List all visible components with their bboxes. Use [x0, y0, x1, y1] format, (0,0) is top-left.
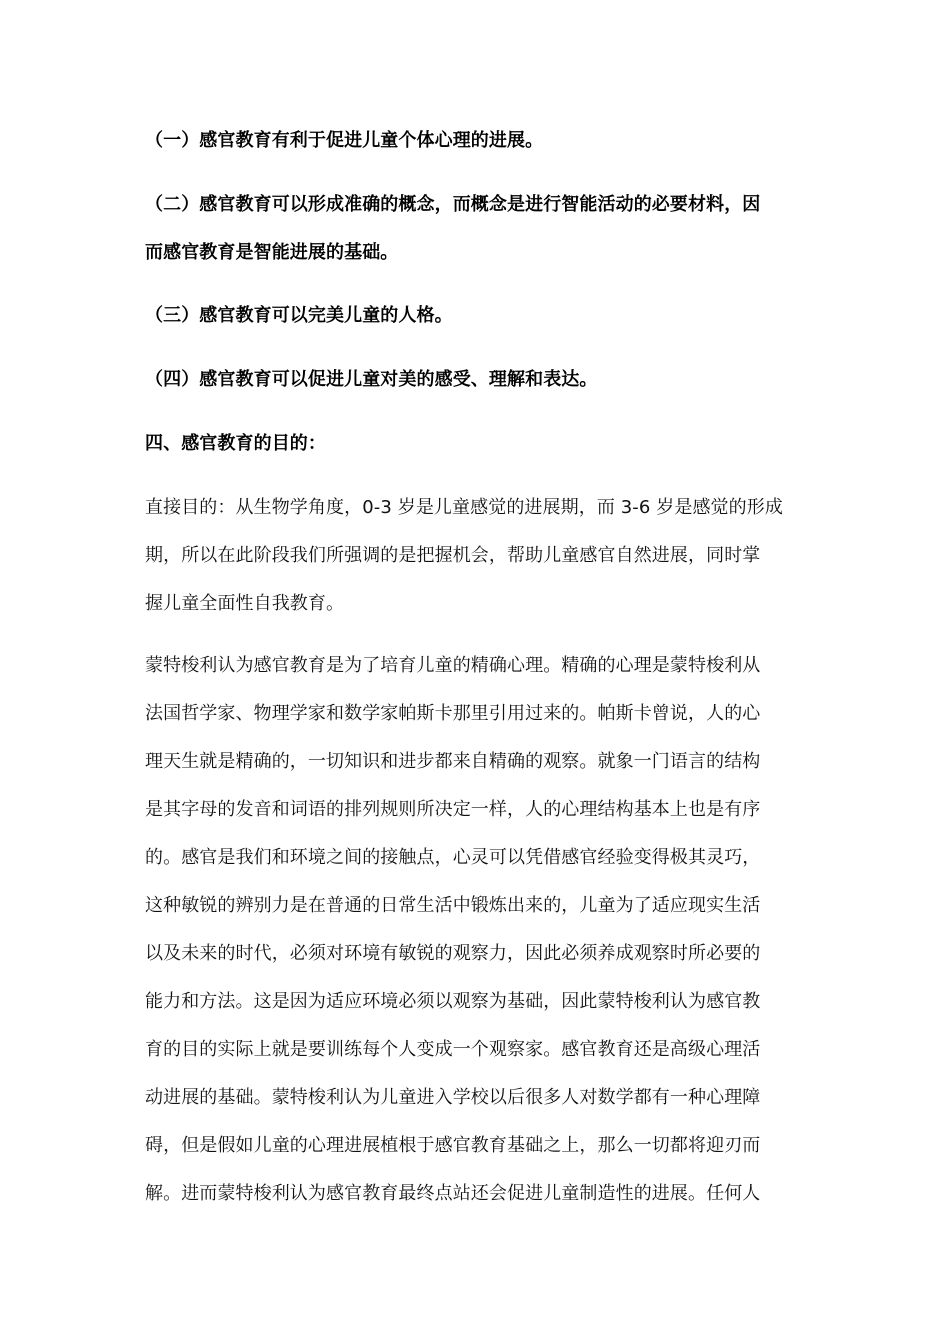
list-item-2-line-2: 而感官教育是智能进展的基础。: [145, 242, 399, 263]
paragraph-line: 的。感官是我们和环境之间的接触点，心灵可以凭借感官经验变得极其灵巧，: [145, 847, 761, 868]
section-heading-text: 四、感官教育的目的：: [145, 433, 326, 454]
list-item-2-line-1: （二）感官教育可以形成准确的概念，而概念是进行智能活动的必要材料，因: [145, 194, 761, 215]
paragraph-direct-purpose: [145, 484, 807, 628]
paragraph-line: 这种敏锐的辨别力是在普通的日常生活中锻炼出来的，儿童为了适应现实生活: [145, 895, 761, 916]
paragraph-line: 握儿童全面性自我教育。: [145, 593, 345, 614]
paragraph-line: 能力和方法。这是因为适应环境必须以观察为基础，因此蒙特梭利认为感官教: [145, 991, 761, 1012]
paragraph-montessori: [145, 642, 807, 1218]
paragraph-line: 解。进而蒙特梭利认为感官教育最终点站还会促进儿童制造性的进展。任何人: [145, 1183, 761, 1204]
paragraph-line: 理天生就是精确的，一切知识和进步都来自精确的观察。就象一门语言的结构: [145, 751, 761, 772]
paragraph-line: 期，所以在此阶段我们所强调的是把握机会，帮助儿童感官自然进展，同时掌: [145, 545, 761, 566]
paragraph-line: 是其字母的发音和词语的排列规则所决定一样，人的心理结构基本上也是有序: [145, 799, 761, 820]
list-item-3: [145, 292, 807, 340]
list-item-4: [145, 356, 807, 404]
list-item-1: [145, 117, 807, 165]
paragraph-line: 法国哲学家、物理学家和数学家帕斯卡那里引用过来的。帕斯卡曾说，人的心: [145, 703, 761, 724]
list-item-2: [145, 181, 807, 277]
paragraph-line: 蒙特梭利认为感官教育是为了培育儿童的精确心理。精确的心理是蒙特梭利从: [145, 655, 761, 676]
section-heading: [145, 420, 807, 468]
paragraph-line: 动进展的基础。蒙特梭利认为儿童进入学校以后很多人对数学都有一种心理障: [145, 1087, 761, 1108]
paragraph-line: 直接目的：从生物学角度，0-3 岁是儿童感觉的进展期，而 3-6 岁是感觉的形成: [145, 497, 783, 518]
list-item-4-text: （四）感官教育可以促进儿童对美的感受、理解和表达。: [145, 369, 598, 390]
list-item-1-text: （一）感官教育有利于促进儿童个体心理的进展。: [145, 130, 544, 151]
paragraph-line: 以及未来的时代，必须对环境有敏锐的观察力，因此必须养成观察时所必要的: [145, 943, 761, 964]
paragraph-line: 育的目的实际上就是要训练每个人变成一个观察家。感官教育还是高级心理活: [145, 1039, 761, 1060]
list-item-3-text: （三）感官教育可以完美儿童的人格。: [145, 305, 453, 326]
paragraph-line: 碍，但是假如儿童的心理进展植根于感官教育基础之上，那么一切都将迎刃而: [145, 1135, 761, 1156]
